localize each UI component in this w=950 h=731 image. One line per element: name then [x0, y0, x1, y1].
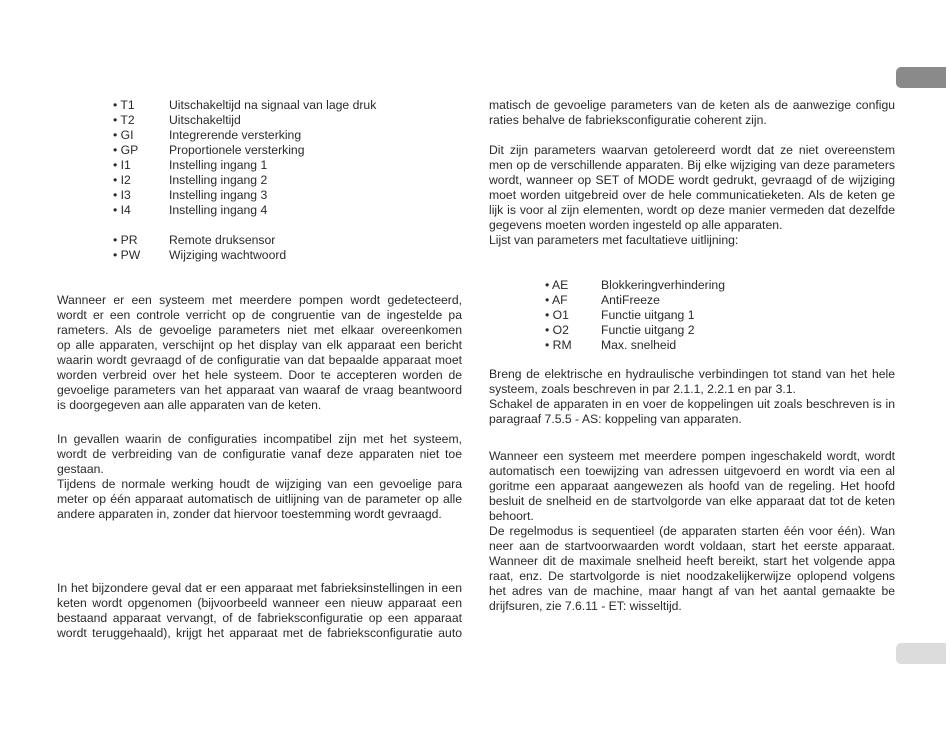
list-item [113, 203, 473, 218]
paragraph-incompatible-configurations: In gevallen waarin de configuraties incompatibel zijn met het systeem, wordt de verbreiding van de configuratie vanaf deze apparaten niet toe gestaan. Tijdens de normale werking houdt de wijziging van een gevoelige para meter op één apparaat automatisch de uitlijning van de parameter op alle andere apparaten in, zonder dat hiervoor toestemming wordt gevraagd. [57, 432, 462, 521]
parameter-label: Max. snelheid [601, 338, 677, 352]
parameter-label: Instelling ingang 3 [169, 188, 268, 202]
list-item [113, 143, 473, 158]
optional-alignment-parameters-list [545, 278, 885, 353]
parameter-label: Instelling ingang 1 [169, 158, 268, 172]
list-item [545, 293, 885, 308]
parameter-code: • GI [113, 128, 134, 142]
list-item [113, 248, 473, 263]
list-item [113, 188, 473, 203]
list-item [545, 323, 885, 338]
parameter-code: • AE [545, 278, 569, 292]
sensitive-parameters-list [113, 98, 473, 218]
list-item [545, 308, 885, 323]
parameter-label: Blokkeringverhindering [601, 278, 725, 292]
parameter-code: • T2 [113, 113, 135, 127]
parameter-code: • T1 [113, 98, 135, 112]
parameter-code: • I1 [113, 158, 131, 172]
parameter-label: Instelling ingang 2 [169, 173, 268, 187]
parameter-label: Instelling ingang 4 [169, 203, 268, 217]
parameter-code: • AF [545, 293, 568, 307]
list-item [113, 158, 473, 173]
parameter-code: • PW [113, 248, 141, 262]
sensitive-parameters-list-2 [113, 233, 473, 263]
parameter-code: • RM [545, 338, 572, 352]
parameter-code: • I4 [113, 203, 131, 217]
parameter-label: Uitschakeltijd [169, 113, 241, 127]
parameter-code: • I2 [113, 173, 131, 187]
parameter-label: Integrerende versterking [169, 128, 302, 142]
parameter-code: • GP [113, 143, 139, 157]
paragraph-tolerated-parameters: Dit zijn parameters waarvan getolereerd wordt dat ze niet overeenstem men op de verschillende apparaten. Bij elke wijziging van deze parameters wordt, wanneer op SET of MODE wordt gedrukt, gevraagd of de wijziging moet worden uitgebreid over de hele communicatieketen. Als de keten ge lijk is voor al zijn elementen, wordt op deze manier vermeden dat dezelfde gegevens moeten worden ingesteld op alle apparaten. Lijst van parameters met facultatieve uitlijning: [489, 143, 895, 247]
parameter-code: • O1 [545, 308, 569, 322]
paragraph-installation: Breng de elektrische en hydraulische verbindingen tot stand van het hele systeem, zoals beschreven in par 2.1.1, 2.2.1 en par 3.1. Schakel de apparaten in en voer de koppelingen uit zoals beschreven is in paragraaf 7.5.5 - AS: koppeling van apparaten. [489, 367, 895, 426]
parameter-label: Functie uitgang 2 [601, 323, 695, 337]
list-item [113, 98, 473, 113]
parameter-label: Remote druksensor [169, 233, 276, 247]
list-item [113, 128, 473, 143]
parameter-label: AntiFreeze [601, 293, 660, 307]
list-item [113, 173, 473, 188]
chapter-tab-marker [896, 67, 946, 88]
paragraph-multipump-detection: Wanneer er een systeem met meerdere pompen wordt gedetecteerd, wordt er een controle verricht op de congruentie van de ingestelde pa rameters. Als de gevoelige parameters niet met elkaar overeenkomen op alle apparaten, verschijnt op het display van elk apparaat een bericht waarin wordt gevraagd of de configuratie van dat bepaalde apparaat moet worden verbreid over het hele systeem. Door te accepteren worden de gevoelige parameters van het apparaat van waaraf de vraag beantwoord is doorgegeven aan alle apparaten van de keten. [57, 293, 462, 412]
parameter-label: Wijziging wachtwoord [169, 248, 287, 262]
parameter-label: Uitschakeltijd na signaal van lage druk [169, 98, 377, 112]
parameter-label: Proportionele versterking [169, 143, 305, 157]
parameter-label: Functie uitgang 1 [601, 308, 695, 322]
parameter-code: • O2 [545, 323, 569, 337]
list-item [113, 113, 473, 128]
paragraph-continuation: matisch de gevoelige parameters van de keten als de aanwezige configu raties behalve de fabrieksconfiguratie coherent zijn. [489, 98, 895, 127]
paragraph-factory-settings: In het bijzondere geval dat er een apparaat met fabrieksinstellingen in een keten wordt opgenomen (bijvoorbeeld wanneer een nieuw apparaat een bestaand apparaat vervangt, of de fabrieksconfiguratie op een apparaat wordt teruggehaald), krijgt het apparaat met de fabrieksconfiguratie auto [57, 581, 462, 640]
paragraph-startup-sequence: Wanneer een systeem met meerdere pompen ingeschakeld wordt, wordt automatisch een toewijzing van adressen uitgevoerd en wordt via een al goritme een apparaat aangewezen als hoofd van de regeling. Het hoofd besluit de snelheid en de startvolgorde van elke apparaat dat tot de keten behoort. De regelmodus is sequentieel (de apparaten starten één voor één). Wan neer aan de startvoorwaarden wordt voldaan, start het eerste apparaat. Wanneer dit de maximale snelheid heeft bereikt, start het volgende appa raat, enz. De startvolgorde is niet noodzakelijkerwijze oplopend volgens het adres van de machine, maar hangt af van het aantal gemaakte be drijfsuren, zie 7.6.11 - ET: wisseltijd. [489, 449, 895, 613]
list-item [545, 338, 885, 353]
list-item [113, 233, 473, 248]
parameter-code: • I3 [113, 188, 131, 202]
parameter-code: • PR [113, 233, 138, 247]
page-tab-marker [896, 643, 946, 664]
list-item [545, 278, 885, 293]
